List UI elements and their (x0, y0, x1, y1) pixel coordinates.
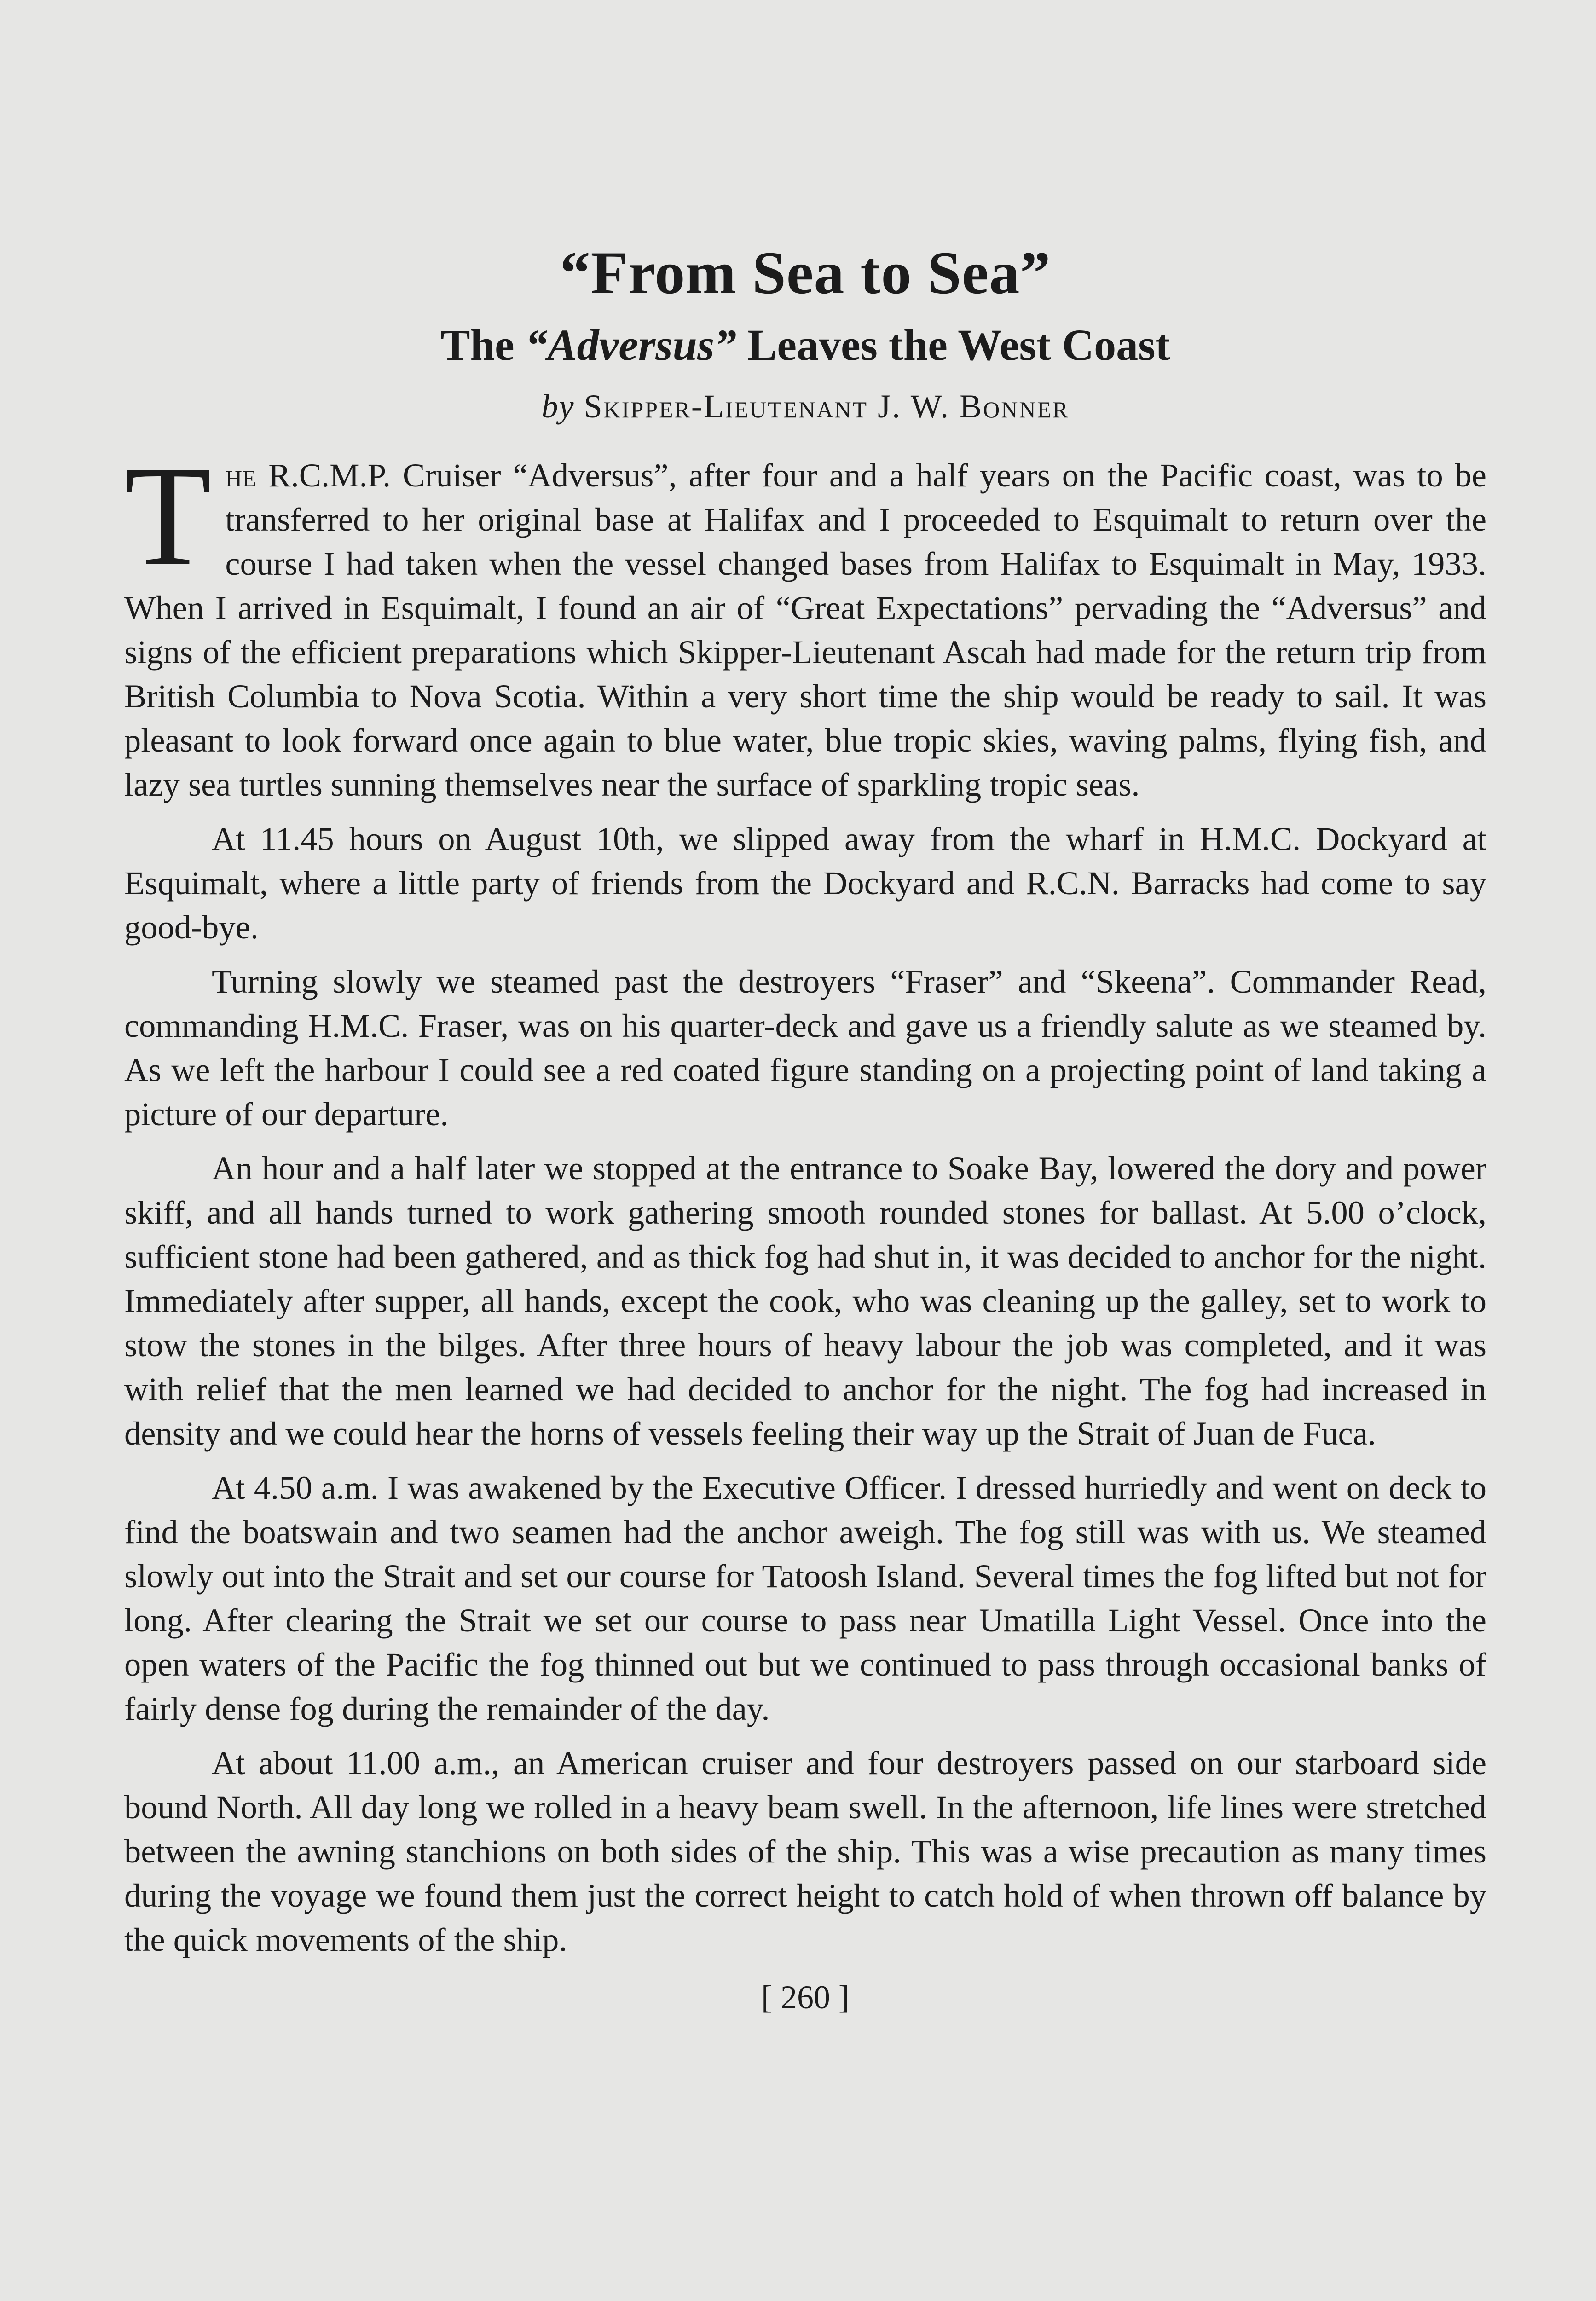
paragraph-3: Turning slowly we steamed past the destroyers “Fraser” and “Skeena”. Commander Read, commanding H.M.C. Fraser, was on his quarter-deck and gave us a friendly salute as we steamed by. As we left the harbour I could see a red coated figure standing on a projecting point of land taking a picture of our departure. (124, 962, 1486, 1133)
lead-smallcaps: he (225, 456, 257, 494)
byline-author: Skipper-Lieutenant J. W. Bonner (584, 387, 1070, 425)
paragraph-1-text: R.C.M.P. Cruiser “Adversus”, after four and a half years on the Pacific coast, was to be transferred to her original base at Halifax and I proceeded to Esquimalt to return over the course I had taken when the vessel changed bases from Halifax to Esquimalt in May, 1933. When I arrived in Esquimalt, I found an air of “Great Expectations” pervading the “Adversus” and signs of the efficient preparations which Skipper-Lieutenant Ascah had made for the return trip from British Columbia to Nova Scotia. Within a very short time the ship would be ready to sail. It was pleasant to look forward once again to blue water, blue tropic skies, waving palms, flying fish, and lazy sea turtles sunning themselves near the surface of sparkling tropic seas. (124, 456, 1486, 803)
article-title: “From Sea to Sea” (560, 239, 1051, 306)
subtitle-suffix: Leaves the West Coast (736, 320, 1170, 370)
paragraph-4: An hour and a half later we stopped at the entrance to Soake Bay, lowered the dory and power skiff, and all hands turned to work gathering smooth rounded stones for ballast. At 5.00 o’clock, sufficient stone had been gathered, and as thick fog had shut in, it was decided to anchor for the night. Immediately after supper, all hands, except the cook, who was cleaning up the galley, set to work to stow the stones in the bilges. After three hours of heavy labour the job was completed, and it was with relief that the men learned we had decided to anchor for the night. The fog had increased in density and we could hear the horns of vessels feeling their way up the Strait of Juan de Fuca. (124, 1149, 1486, 1452)
byline-by: by (541, 387, 575, 425)
paragraph-6: At about 11.00 a.m., an American cruiser and four destroyers passed on our starboard side bound North. All day long we rolled in a heavy beam swell. In the afternoon, life lines were stretched between the awning stanchions on both sides of the ship. This was a wise precaution as many times during the voyage we found them just the correct height to catch hold of when thrown off balance by the quick movements of the ship. (124, 1744, 1486, 1958)
article-body (124, 437, 1486, 1962)
paragraph-1 (124, 437, 1486, 807)
paragraph-2: At 11.45 hours on August 10th, we slipped away from the wharf in H.M.C. Dockyard at Esquimalt, where a little party of friends from the Dockyard and R.C.N. Barracks had come to say good-bye. (124, 820, 1486, 946)
document-page (124, 239, 1486, 2017)
article-subtitle (124, 320, 1486, 370)
byline (124, 387, 1486, 426)
subtitle-ship-name: “Adversus” (525, 320, 737, 370)
paragraph-5: At 4.50 a.m. I was awakened by the Executive Officer. I dressed hurriedly and went on deck to find the boatswain and two seamen had the anchor aweigh. The fog still was with us. We steamed slowly out into the Strait and set our course for Tatoosh Island. Several times the fog lifted but not for long. After clearing the Strait we set our course to pass near Umatilla Light Vessel. Once into the open waters of the Pacific the fog thinned out but we continued to pass through occasional banks of fairly dense fog during the remainder of the day. (124, 1468, 1486, 1727)
drop-cap: T (124, 437, 212, 595)
subtitle-prefix: The (440, 320, 526, 370)
page-number: [ 260 ] (761, 1978, 850, 2016)
